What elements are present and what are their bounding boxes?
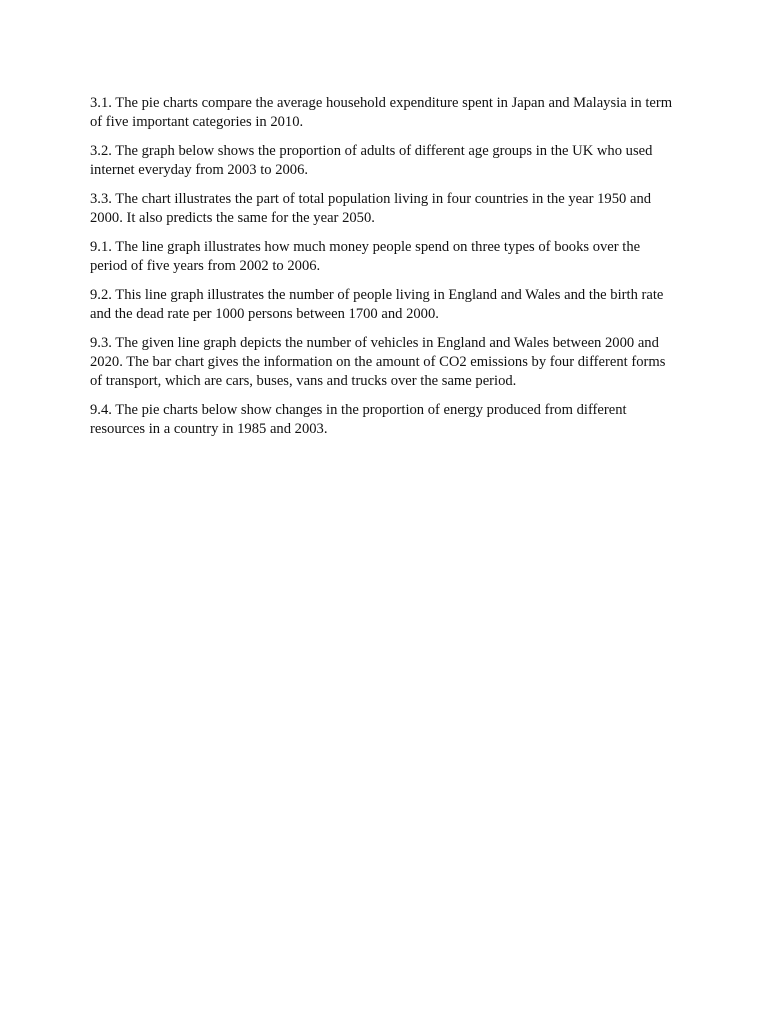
paragraph-9-1: 9.1. The line graph illustrates how much money people spend on three types of books over the period of five years from 2002 to 2006. <box>90 239 641 274</box>
paragraph-3-3: 3.3. The chart illustrates the part of total population living in four countries in the year 1950 and 2000. It also predicts the same for the year 2050. <box>90 191 652 226</box>
paragraph-3-2: 3.2. The graph below shows the proportion of adults of different age groups in the UK who used internet everyday from 2003 to 2006. <box>90 143 653 178</box>
paragraph-3-1: 3.1. The pie charts compare the average household expenditure spent in Japan and Malaysia in term of five important categories in 2010. <box>90 95 673 130</box>
paragraph-9-4: 9.4. The pie charts below show changes in the proportion of energy produced from different resources in a country in 1985 and 2003. <box>90 402 627 437</box>
document-body <box>90 94 680 449</box>
paragraph-9-3: 9.3. The given line graph depicts the number of vehicles in England and Wales between 2000 and 2020. The bar chart gives the information on the amount of CO2 emissions by four different forms of transport, which are cars, buses, vans and trucks over the same period. <box>90 335 666 389</box>
paragraph-9-2: 9.2. This line graph illustrates the number of people living in England and Wales and the birth rate and the dead rate per 1000 persons between 1700 and 2000. <box>90 287 664 322</box>
